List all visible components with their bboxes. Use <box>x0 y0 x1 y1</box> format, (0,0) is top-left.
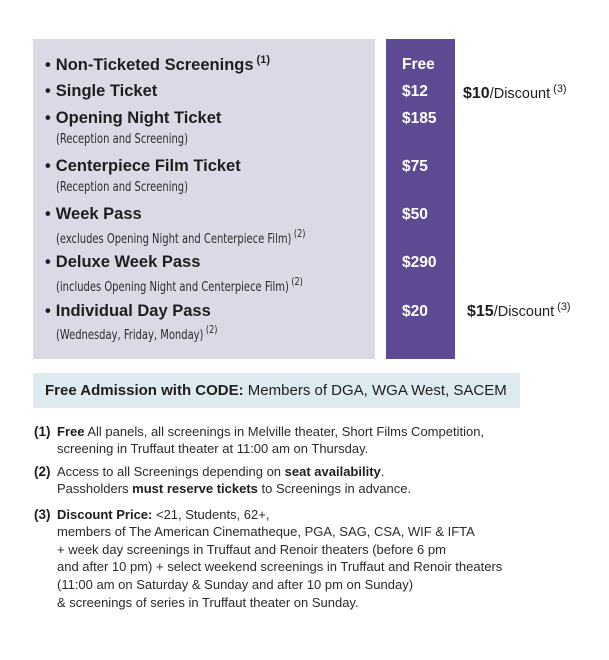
note-3-line-3: + week day screenings in Truffaut and Renoir theaters (before 6 pm <box>57 542 446 557</box>
note-3-line-6: & screenings of series in Truffaut theater on Sunday. <box>57 595 359 610</box>
ticket-name-opening-night: • Opening Night Ticket <box>45 109 222 127</box>
ticket-name-non-ticketed: • Non-Ticketed Screenings $^{(1)}$ <box>45 54 270 74</box>
note-1-line-2: screening in Truffaut theater at 11:00 am on Thursday. <box>57 441 369 456</box>
bullet-icon: • <box>45 109 51 127</box>
price-centerpiece: $75 <box>402 158 428 175</box>
free-admission-text: Free Admission with CODE: Members of DGA, WGA West, SACEM <box>45 382 507 399</box>
bullet-icon: • <box>45 253 51 271</box>
ticket-name-week-pass: • Week Pass <box>45 205 142 223</box>
bullet-icon: • <box>45 302 51 320</box>
note-3-line-1: Discount Price: <21, Students, 62+, <box>57 507 270 522</box>
ticket-sub-day-pass: (Wednesday, Friday, Monday) $^{(2)}$ <box>56 323 218 343</box>
ticket-sub-centerpiece: (Reception and Screening) <box>56 179 189 195</box>
note-3-number: (3) <box>34 507 51 522</box>
ticket-sub-opening-night: (Reception and Screening) <box>56 131 189 147</box>
note-2-line-2: Passholders must reserve tickets to Screenings in advance. <box>57 481 412 496</box>
note-3-line-2: members of The American Cinematheque, PGA, SAG, CSA, WIF & IFTA <box>57 524 475 539</box>
note-1-line-1: Free All panels, all screenings in Melville theater, Short Films Competition, <box>57 424 485 439</box>
ticket-sub-week-pass: (excludes Opening Night and Centerpiece Film) $^{(2)}$ <box>56 227 306 247</box>
note-2-line-1: Access to all Screenings depending on seat availability. <box>57 464 385 479</box>
price-non-ticketed: Free <box>402 56 435 73</box>
ticket-name-deluxe-week-pass: • Deluxe Week Pass <box>45 253 201 271</box>
price-single: $12 <box>402 83 428 100</box>
note-3-line-4: and after 10 pm) + select weekend screenings in Truffaut and Renoir theaters <box>57 559 503 574</box>
bullet-icon: • <box>45 205 51 223</box>
price-deluxe-week-pass: $290 <box>402 254 437 271</box>
ticket-name-day-pass: • Individual Day Pass <box>45 302 211 320</box>
ticket-name-centerpiece: • Centerpiece Film Ticket <box>45 157 241 175</box>
ticket-sub-deluxe-week-pass: (includes Opening Night and Centerpiece Film) $^{(2)}$ <box>56 275 303 295</box>
discount-day-pass: $15/Discount $^{(3)}$ <box>467 301 571 320</box>
discount-single: $10/Discount $^{(3)}$ <box>463 83 567 102</box>
price-day-pass: $20 <box>402 303 428 320</box>
ticket-name-single: • Single Ticket <box>45 82 158 100</box>
bullet-icon: • <box>45 56 51 74</box>
note-3-line-5: (11:00 am on Saturday & Sunday and after 10 pm on Sunday) <box>57 577 414 592</box>
bullet-icon: • <box>45 82 51 100</box>
bullet-icon: • <box>45 157 51 175</box>
note-1-number: (1) <box>34 424 51 439</box>
price-opening-night: $185 <box>402 110 437 127</box>
price-week-pass: $50 <box>402 206 428 223</box>
note-2-number: (2) <box>34 464 51 479</box>
